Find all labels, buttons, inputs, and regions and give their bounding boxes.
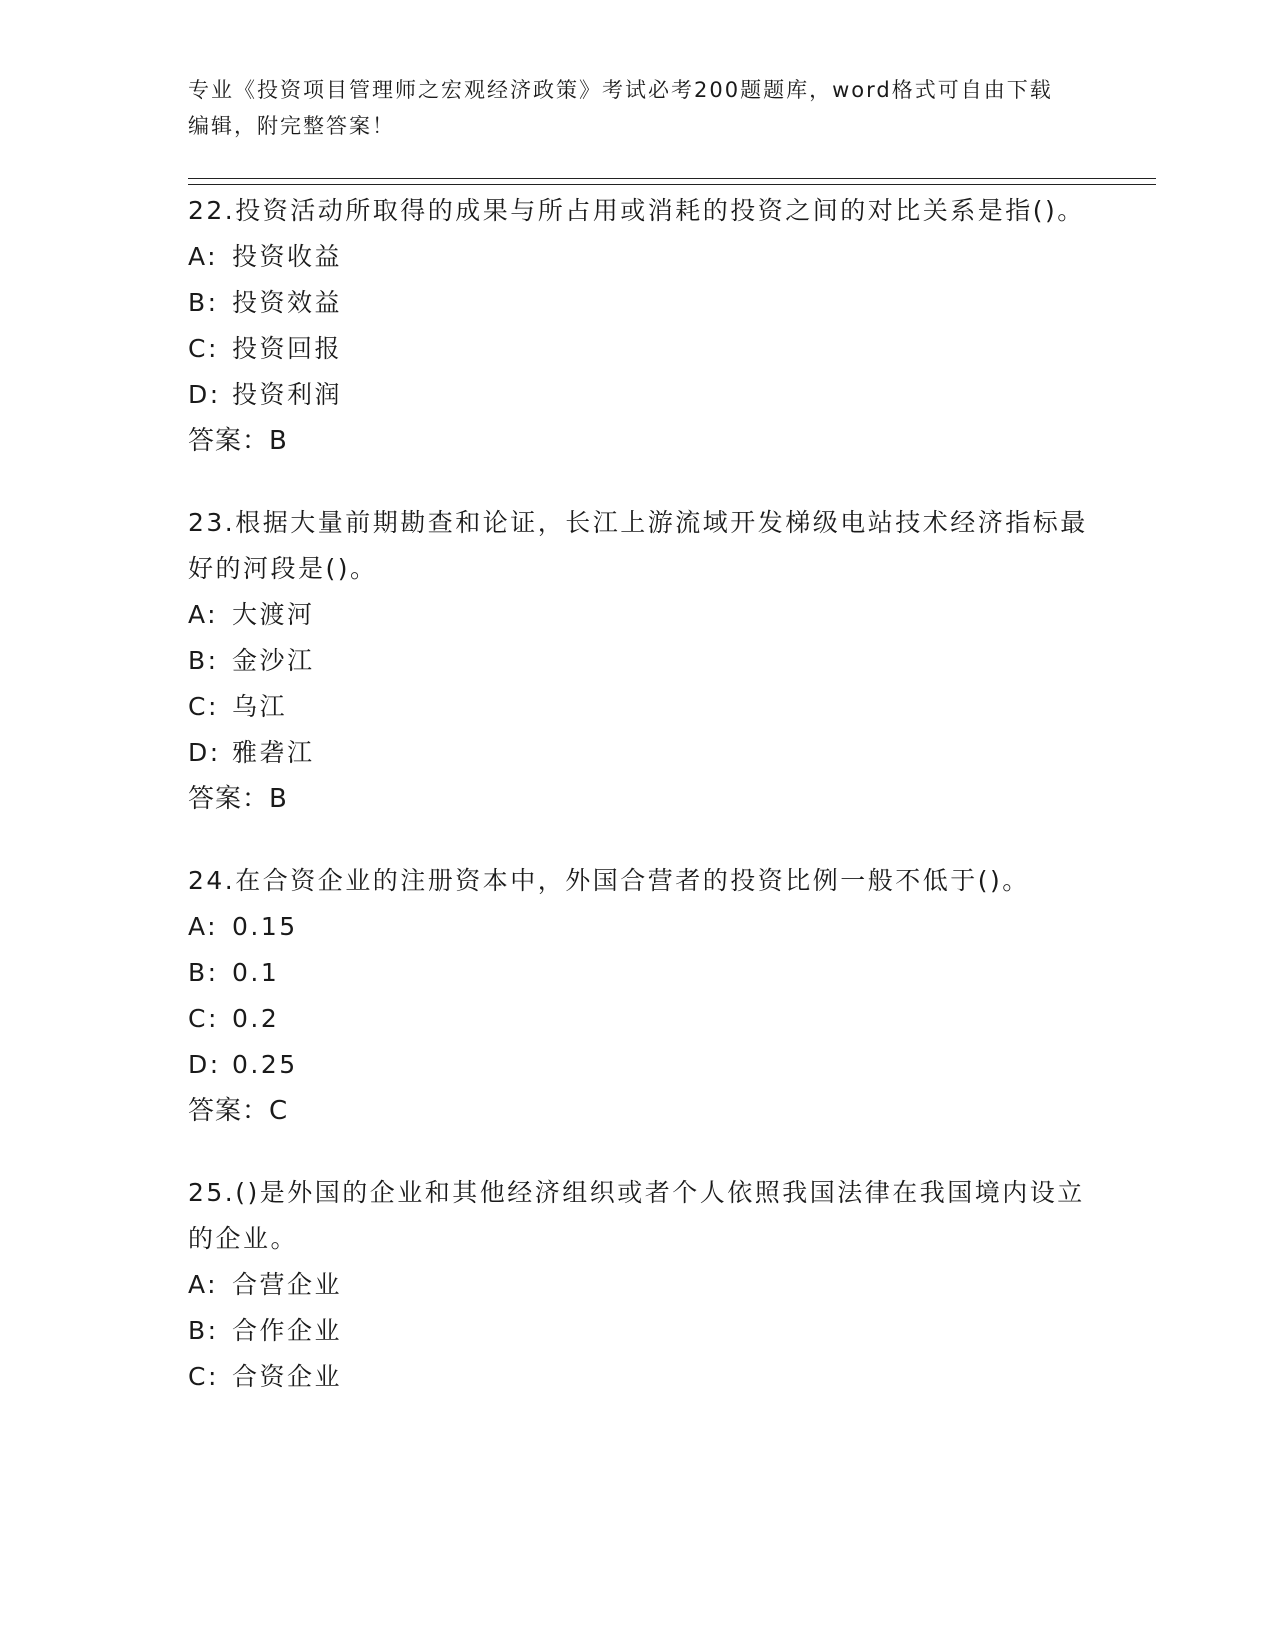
option-d	[188, 372, 1088, 418]
option-text: 投资回报	[232, 334, 343, 363]
option-key: B:	[188, 646, 219, 675]
option-text: 0.2	[232, 1004, 280, 1033]
option-key: B:	[188, 1316, 219, 1345]
option-text: 金沙江	[232, 646, 315, 675]
option-text: 投资利润	[232, 380, 343, 409]
question-25	[188, 1170, 1088, 1400]
option-key: B:	[188, 288, 219, 317]
option-b	[188, 280, 1088, 326]
question-24	[188, 858, 1088, 1134]
option-text: 雅砻江	[232, 738, 315, 767]
option-key: B:	[188, 958, 219, 987]
option-d	[188, 1042, 1088, 1088]
option-text: 乌江	[232, 692, 288, 721]
question-23	[188, 500, 1088, 822]
question-22	[188, 188, 1088, 464]
question-stem: 25.()是外国的企业和其他经济组织或者个人依照我国法律在我国境内设立的企业。	[188, 1178, 1085, 1253]
option-b	[188, 1308, 1088, 1354]
answer-line: 答案：B	[188, 784, 288, 814]
option-a	[188, 234, 1088, 280]
option-d	[188, 730, 1088, 776]
option-c	[188, 326, 1088, 372]
option-text: 投资收益	[232, 242, 343, 271]
option-c	[188, 1354, 1088, 1400]
answer-line: 答案：B	[188, 426, 288, 456]
option-key: C:	[188, 1004, 219, 1033]
option-c	[188, 996, 1088, 1042]
option-key: A:	[188, 912, 219, 941]
option-key: C:	[188, 692, 219, 721]
option-b	[188, 950, 1088, 996]
option-a	[188, 1262, 1088, 1308]
option-text: 合作企业	[232, 1316, 343, 1345]
option-a	[188, 592, 1088, 638]
option-key: A:	[188, 1270, 219, 1299]
option-key: A:	[188, 242, 219, 271]
option-text: 大渡河	[232, 600, 315, 629]
document-header: 专业《投资项目管理师之宏观经济政策》考试必考200题题库，word格式可自由下载编辑，附完整答案！	[188, 78, 1053, 138]
option-key: A:	[188, 600, 219, 629]
option-text: 0.15	[232, 912, 298, 941]
option-a	[188, 904, 1088, 950]
option-key: C:	[188, 334, 219, 363]
option-text: 合资企业	[232, 1362, 343, 1391]
option-text: 合营企业	[232, 1270, 343, 1299]
header-double-rule	[188, 178, 1156, 185]
option-text: 投资效益	[232, 288, 343, 317]
question-stem: 23.根据大量前期勘查和论证，长江上游流域开发梯级电站技术经济指标最好的河段是()。	[188, 508, 1088, 583]
question-stem: 22.投资活动所取得的成果与所占用或消耗的投资之间的对比关系是指()。	[188, 196, 1085, 225]
question-stem: 24.在合资企业的注册资本中，外国合营者的投资比例一般不低于()。	[188, 866, 1030, 895]
answer-line: 答案：C	[188, 1096, 289, 1126]
option-b	[188, 638, 1088, 684]
option-key: C:	[188, 1362, 219, 1391]
option-text: 0.1	[232, 958, 280, 987]
option-key: D:	[188, 738, 221, 767]
option-text: 0.25	[232, 1050, 298, 1079]
option-key: D:	[188, 380, 221, 409]
option-key: D:	[188, 1050, 221, 1079]
question-list	[188, 188, 1088, 1436]
option-c	[188, 684, 1088, 730]
